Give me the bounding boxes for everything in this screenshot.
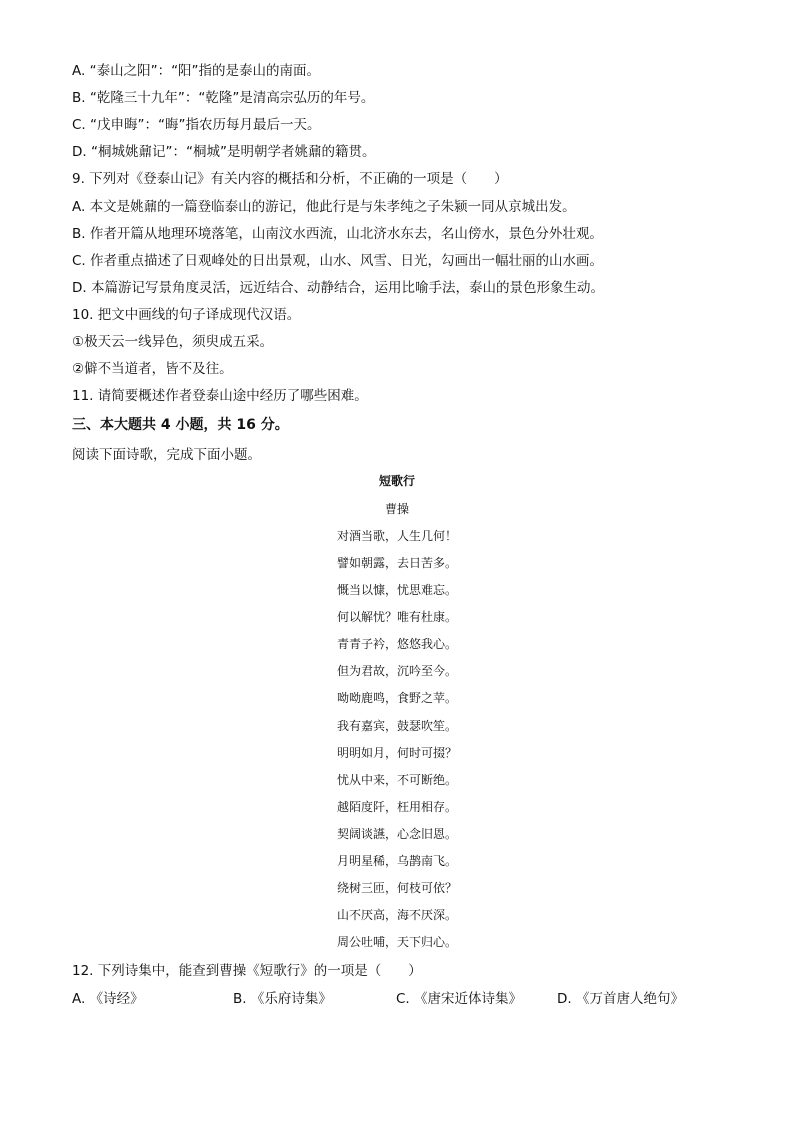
poem-line: 越陌度阡，枉用相存。 [336, 800, 457, 814]
poem-author: 曹操 [384, 502, 409, 516]
q10-item-2: ②僻不当道者，皆不及往。 [72, 361, 233, 377]
poem-line: 但为君故，沉吟至今。 [336, 664, 457, 678]
q10-stem: 10. 把文中画线的句子译成现代汉语。 [72, 307, 301, 323]
poem-line: 我有嘉宾，鼓瑟吹笙。 [336, 719, 457, 733]
poem-line: 对酒当歌，人生几何！ [336, 529, 457, 543]
poem-line: 月明星稀，乌鹊南飞。 [336, 854, 457, 868]
q12-option-d: D. 《万首唐人绝句》 [557, 991, 684, 1007]
poem-line: 忧从中来，不可断绝。 [336, 773, 457, 787]
poem-line: 周公吐哺，天下归心。 [336, 935, 457, 949]
poem-line: 慨当以慷，忧思难忘。 [336, 583, 457, 597]
poem-line: 契阔谈讌，心念旧恩。 [336, 827, 457, 841]
q8-option-d: D. “桐城姚鼐记”：“桐城”是明朝学者姚鼐的籍贯。 [72, 144, 376, 160]
q9-stem: 9. 下列对《登泰山记》有关内容的概括和分析，不正确的一项是（ ） [72, 171, 508, 187]
poem-line: 山不厌高，海不厌深。 [336, 908, 457, 922]
q8-option-b: B. “乾隆三十九年”：“乾隆”是清高宗弘历的年号。 [72, 90, 375, 106]
poem-line: 青青子衿，悠悠我心。 [336, 637, 457, 651]
q10-item-1: ①极天云一线异色，须臾成五采。 [72, 334, 274, 350]
q8-option-c: C. “戊申晦”：“晦”指农历每月最后一天。 [72, 117, 321, 133]
q9-option-a: A. 本文是姚鼐的一篇登临泰山的游记，他此行是与朱孝纯之子朱颍一同从京城出发。 [72, 199, 576, 215]
q9-option-b: B. 作者开篇从地理环境落笔，山南汶水西流，山北济水东去，名山傍水，景色分外壮观。 [72, 226, 603, 242]
q9-option-c: C. 作者重点描述了日观峰处的日出景观，山水、风雪、日光，勾画出一幅壮丽的山水画。 [72, 253, 604, 269]
poem-line: 绕树三匝，何枝可依？ [336, 881, 457, 895]
poem-line: 明明如月，何时可掇？ [336, 746, 457, 760]
q12-option-b: B. 《乐府诗集》 [233, 991, 332, 1007]
q12-option-a: A. 《诗经》 [72, 991, 144, 1007]
q12-option-c: C. 《唐宋近体诗集》 [396, 991, 523, 1007]
q12-stem: 12. 下列诗集中，能查到曹操《短歌行》的一项是（ ） [72, 963, 422, 979]
poem-title: 短歌行 [378, 474, 415, 488]
poem-line: 呦呦鹿鸣，食野之苹。 [336, 691, 457, 705]
q9-option-d: D. 本篇游记写景角度灵活，远近结合、动静结合，运用比喻手法，泰山的景色形象生动。 [72, 280, 604, 296]
section-intro: 阅读下面诗歌，完成下面小题。 [72, 447, 261, 463]
q8-option-a: A. “泰山之阳”：“阳”指的是泰山的南面。 [72, 63, 321, 79]
q11-stem: 11. 请简要概述作者登泰山途中经历了哪些困难。 [72, 388, 368, 404]
poem-line: 譬如朝露，去日苦多。 [336, 556, 457, 570]
section-heading: 三、本大题共 4 小题，共 16 分。 [72, 417, 289, 433]
poem-line: 何以解忧？唯有杜康。 [336, 610, 457, 624]
